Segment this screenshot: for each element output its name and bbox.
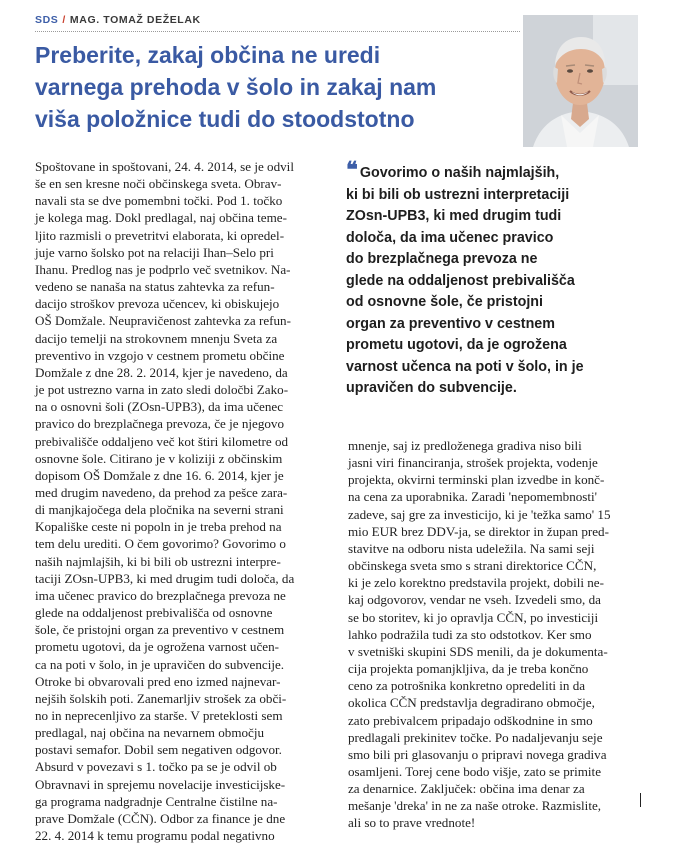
body-line: Ihanu. Predlog nas je podprlo več svetnikov. Na-	[35, 261, 291, 277]
headline-line: Preberite, zakaj občina ne uredi	[35, 42, 381, 68]
body-line: di manjkajočega dela pločnika na severni strani	[35, 502, 284, 518]
byline-separator: /	[62, 14, 66, 26]
body-line: zadeve, saj gre za investicijo, ki je 'težka samo' 15	[348, 506, 611, 522]
body-line: Absurd v povezavi s 1. točko pa se je odvil ob	[35, 759, 277, 775]
page-edge-mark	[640, 793, 641, 807]
body-line: Kopališke ceste ni popoln in je treba prehod na	[35, 519, 282, 535]
body-line: mio EUR brez DDV-ja, se direktor in župan pred-	[348, 523, 609, 539]
body-line: kaj odgovorov, vendar ne vseh. Izvedeli smo, da	[348, 592, 601, 608]
body-column-right	[348, 437, 630, 832]
pull-quote-line: upravičen do subvencije.	[346, 380, 517, 396]
body-line: je kolega mag. Dokl predlagal, naj občina teme-	[35, 210, 287, 226]
body-line: mnenje, saj iz predloženega gradiva niso bili	[348, 438, 582, 453]
body-line: naših najmlajših, ki bi bili ob ustrezni interpre-	[35, 553, 281, 569]
pull-quote-line: določa, da ima učenec pravico	[346, 229, 554, 246]
body-line: na cena za uporabnika. Zaradi 'nepomembnosti'	[348, 489, 598, 505]
body-line: ali so to prave vrednote!	[348, 815, 476, 831]
body-line: ki je zelo korektno predstavila projekt, dobili ne-	[348, 575, 604, 591]
body-line: ca na poti v šolo, in je upravičen do subvencije.	[35, 656, 285, 672]
pull-quote-line: ZOsn-UPB3, ki med drugim tudi	[346, 208, 562, 224]
body-line: mešanje 'dreka' in ne za naše otroke. Razmislite,	[348, 798, 602, 814]
pull-quote	[346, 159, 636, 400]
byline-author: MAG. TOMAŽ DEŽELAK	[69, 14, 201, 26]
body-line: vedeno se nanaša na status zahtevka za refun-	[35, 279, 275, 295]
body-line: jasni viri financiranja, strošek projekta, vodenje	[348, 455, 598, 471]
body-line: ceno za potrošnika konkretno opredeliti in da	[348, 678, 586, 694]
body-line: glede na oddaljenost prebivališča od osnovne	[35, 605, 273, 621]
body-column-left	[35, 158, 345, 844]
body-line: OŠ Domžale. Neupravičenost zahtevka za refun-	[35, 313, 291, 329]
body-line: se bo storitev, ki jo opravlja CČN, po investiciji	[348, 609, 599, 625]
byline-party: SDS	[35, 14, 59, 26]
body-line: smo bili pri glasovanju o pripravi novega gradiva	[348, 746, 607, 762]
article-headline	[35, 39, 515, 135]
author-portrait-illustration	[523, 15, 638, 147]
body-line: nejših šolskih poti. Zanemarljiv strošek za obči-	[35, 690, 287, 706]
body-line: Domžale z dne 28. 2. 2014, kjer je navedeno, da	[35, 364, 288, 380]
body-line: prebivališče oddaljeno več kot štiri kilometre od	[35, 433, 289, 449]
body-line: preventivo in vzgojo v cestnem prometu občine	[35, 347, 285, 363]
body-line: juje varno šolsko pot na relaciji Ihan–Selo pri	[35, 244, 274, 260]
pull-quote-line: varnost učenca na poti v šolo, in je	[346, 358, 584, 375]
headline-line: varnega prehoda v šolo in zakaj nam	[35, 74, 437, 100]
body-line: no in neprecenljivo za starše. V preteklosti sem	[35, 708, 283, 723]
body-line: na o osnovni šoli (ZOsn-UPB3), da ima učenec	[35, 399, 284, 415]
body-line: šole, če pristojni organ za preventivo v cestnem	[35, 622, 285, 638]
body-line: še en sen kresne noči občinskega sveta. Obrav-	[35, 176, 282, 192]
body-line: za denarnice. Zaključek: občina ima denar za	[348, 781, 585, 797]
body-line: dopisom OŠ Domžale z dne 16. 6. 2014, kjer je	[35, 467, 284, 483]
body-line: osnovne šole. Citirano je v koliziji z občinskim	[35, 450, 283, 466]
body-line: je pot ustrezno varna in zato sledi določbi Zako-	[35, 382, 289, 398]
body-line: Obravnavi in sprejemu novelacije investicijske-	[35, 776, 286, 792]
body-line: pravico do brezplačnega prevoza, če je njegovo	[35, 416, 285, 432]
body-line: stavitve na odboru nista udeležila. Na sami seji	[348, 540, 595, 556]
body-line: ljito razmisli o prevetritvi elaborata, ki opredel-	[35, 227, 285, 243]
body-line: navali sta se dve pomembni točki. Pod 1. točko	[35, 193, 283, 209]
body-line: cija projekta pomanjkljiva, da je treba končno	[348, 661, 589, 677]
byline	[35, 14, 201, 26]
article	[30, 5, 640, 844]
body-line: Spoštovane in spoštovani, 24. 4. 2014, se je odvil	[35, 159, 294, 174]
pull-quote-line: organ za preventivo v cestnem	[346, 315, 555, 332]
byline-divider	[35, 31, 520, 32]
body-line: dacijo temelji na strokovnem mnenju Sveta za	[35, 330, 278, 346]
body-line: zato prebivalcem pripadajo odškodnine in smo	[348, 712, 593, 728]
body-line: okolica CČN predstavlja degradirano območje,	[348, 695, 595, 711]
body-line: ima učenec pravico do brezplačnega prevoza ne	[35, 587, 286, 603]
body-line: postavi semafor. Dobil sem negativen odgovor.	[35, 742, 282, 758]
body-line: dacijo stroškov prevoza učencev, ki obiskujejo	[35, 296, 280, 312]
body-line: tem delu urediti. O čem govorimo? Govorimo o	[35, 536, 286, 552]
body-line: občinskega sveta smo s strani direktorice CČN,	[348, 558, 597, 574]
pull-quote-line: glede na oddaljenost prebivališča	[346, 272, 575, 289]
pull-quote-line: ki bi bili ob ustrezni interpretaciji	[346, 186, 570, 203]
body-line: projekta, okvirni terminski plan izvedbe in konč-	[348, 472, 605, 488]
headline-line: viša položnice tudi do stoodstotno	[35, 106, 415, 132]
body-line: prave Domžale (CČN). Odbor za finance je dne	[35, 810, 286, 826]
body-line: v svetniški skupini SDS menili, da je dokumenta-	[348, 643, 608, 659]
body-line: lahko podražila tudi za sto odstotkov. Ker smo	[348, 626, 592, 642]
body-line: ga programa nadgradnje Centralne čistilne na-	[35, 793, 278, 809]
pull-quote-line: do brezplačnega prevoza ne	[346, 251, 538, 267]
pull-quote-line: od osnovne šole, če pristojni	[346, 294, 544, 310]
body-line: prometu ugotovi, da je ogrožena varnost učen-	[35, 639, 279, 655]
body-line: taciji ZOsn-UPB3, ki med drugim tudi določa, da	[35, 570, 295, 586]
body-line: osamljeni. Torej cene bodo višje, zato se primite	[348, 763, 602, 779]
body-line: predlagali prekinitev točke. Po nadaljevanju seje	[348, 729, 603, 745]
pull-quote-line: prometu ugotovi, da je ogrožena	[346, 337, 567, 353]
body-line: Otroke bi obvarovali pred eno izmed najnevar-	[35, 673, 281, 689]
body-line: med drugim navedeno, da prehod za pešce zara-	[35, 484, 288, 500]
quote-mark-icon: ❝	[346, 157, 358, 182]
pull-quote-line: ❝ Govorimo o naših najmlajših,	[346, 157, 560, 182]
author-portrait	[523, 15, 638, 147]
body-line: 22. 4. 2014 k temu programu podal negativno	[35, 828, 275, 844]
body-line: predlagal, naj občina na nevarnem območju	[35, 725, 265, 741]
